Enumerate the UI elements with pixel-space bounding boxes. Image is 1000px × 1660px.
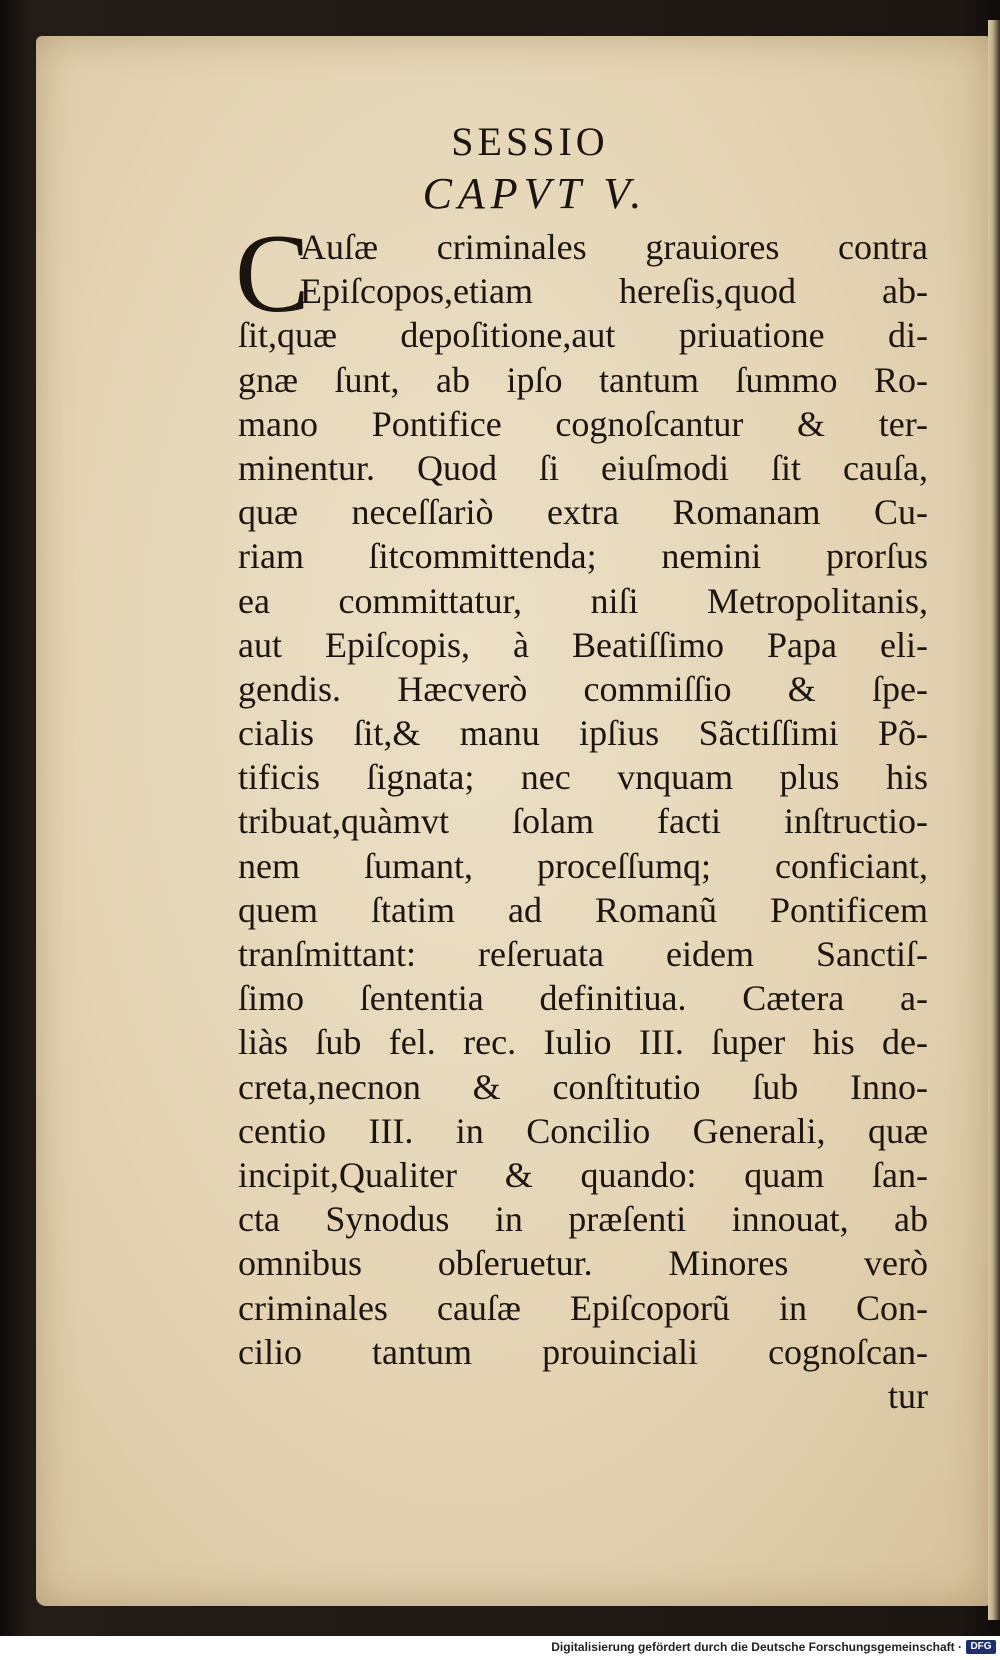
text-line: Auſæ criminales grauiores contra [300,227,928,267]
text-line: ſit,quæ depoſitione,aut priuatione di- [238,315,928,356]
text-line: cta Synodus in præſenti innouat, ab [238,1199,928,1240]
text-line: ſimo ſententia definitiua. Cætera a- [238,978,928,1019]
text-line: cilio tantum prouinciali cognoſcan- [238,1331,928,1372]
text-line: omnibus obſeruetur. Minores verò [238,1243,928,1284]
text-line: centio III. in Concilio Generali, quæ [238,1110,928,1151]
chapter-heading: CAPVT V. [422,169,648,218]
text-line: incipit,Qualiter & quando: quam ſan- [238,1154,928,1195]
text-line: ea committatur, niſi Metropolitanis, [238,580,928,621]
text-line: minentur. Quod ſi eiuſmodi ſit cauſa, [238,447,928,488]
text-line: quæ neceſſariò extra Romanam Cu- [238,492,928,533]
page-edge [988,20,1000,1620]
text-line: tribuat,quàmvt ſolam facti inſtructio- [238,801,928,842]
text-line: quem ſtatim ad Romanũ Pontificem [238,889,928,930]
text-line: tranſmittant: reſeruata eidem Sanctiſ- [238,934,928,974]
text-line: riam ſitcommittenda; nemini prorſus [238,536,928,577]
drop-cap: C [235,212,310,336]
text-line: nem ſumant, proceſſumq; conficiant, [238,845,928,886]
text-line: tificis ſignata; nec vnquam plus his [238,757,928,798]
text-line: gendis. Hæcverò commiſſio & ſpe- [238,668,928,709]
footer-credit: Digitalisierung gefördert durch die Deutsche Forschungsgemeinschaft · [551,1640,962,1654]
text-line: aut Epiſcopis, à Beatiſſimo Papa eli- [238,624,928,665]
text-line: creta,necnon & conſtitutio ſub Inno- [238,1066,928,1107]
text-line: cialis ſit,& manu ipſius Sãctiſſimi Põ- [238,713,928,754]
text-line: criminales cauſæ Epiſcoporũ in Con- [238,1287,928,1328]
body-text [238,225,928,1418]
catchword: tur [888,1375,928,1416]
text-line: mano Pontifice cognoſcantur & ter- [238,403,928,444]
dfg-logo: DFG [966,1640,996,1654]
text-line: Epiſcopos,etiam hereſis,quod ab- [300,271,928,312]
running-head: SESSIO [451,119,609,164]
text-line: liàs ſub fel. rec. Iulio III. ſuper his de- [238,1022,928,1063]
text-line: gnæ ſunt, ab ipſo tantum ſummo Ro- [238,359,928,400]
